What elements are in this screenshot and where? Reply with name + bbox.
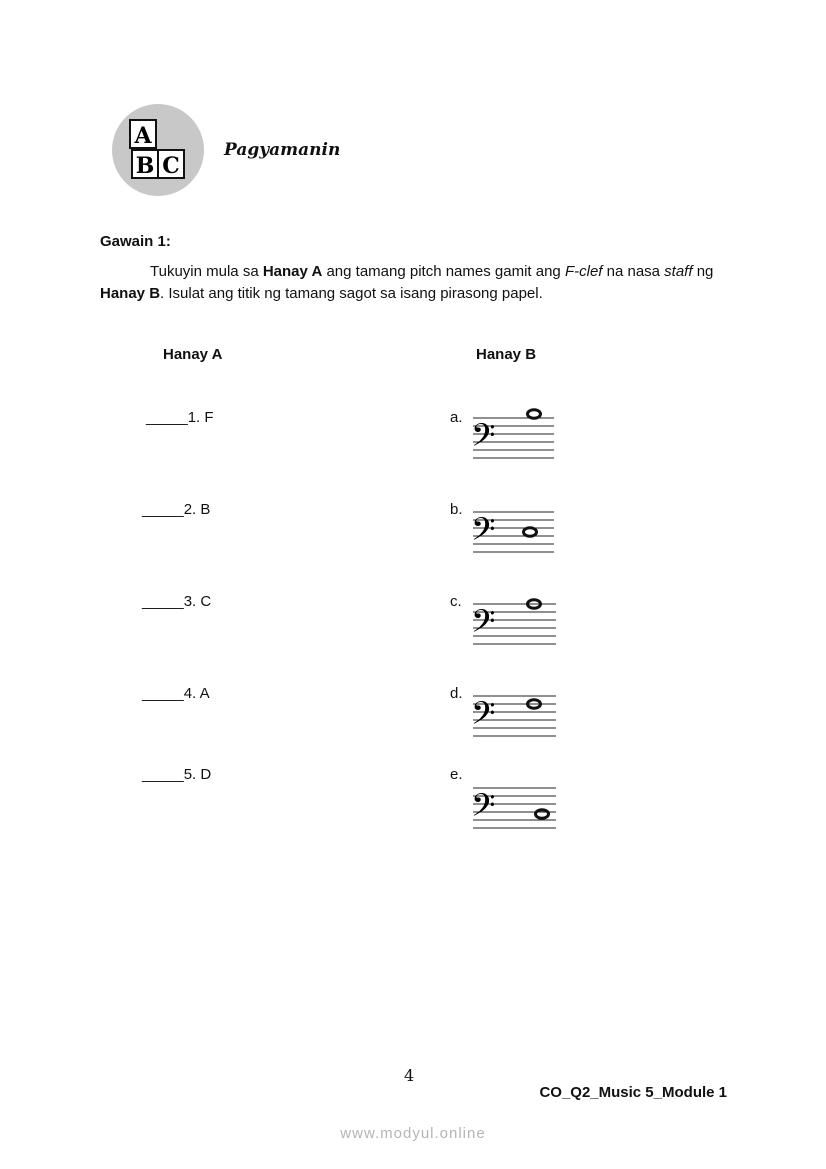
staff-option-a [470,402,560,462]
whole-note-icon [536,810,549,818]
module-code: CO_Q2_Music 5_Module 1 [539,1084,727,1101]
hanay-b-letter-a: a. [450,409,463,426]
bass-clef-icon: 𝄢 [471,787,496,831]
staff-option-d [470,680,560,740]
activity-title: Gawain 1: [100,233,171,250]
staff-option-c [470,588,560,648]
bass-clef-icon: 𝄢 [471,511,496,555]
page-number: 4 [404,1066,415,1085]
hanay-a-item-4: _____4. A [142,685,210,702]
bass-clef-icon: 𝄢 [471,603,496,647]
hanay-a-header: Hanay A [163,346,223,363]
hanay-b-letter-e: e. [450,766,463,783]
hanay-b-letter-b: b. [450,501,463,518]
hanay-b-header: Hanay B [476,346,537,363]
staff-option-b [470,496,560,556]
section-title: Pagyamanin [224,140,341,160]
block-letter-c: C [162,153,180,179]
block-letter-b: B [135,153,155,179]
block-letter-a: A [134,123,152,149]
whole-note-icon [528,410,541,418]
whole-note-icon [524,528,537,536]
hanay-a-item-1: _____1. F [146,409,214,426]
watermark: www.modyul.online [340,1125,486,1142]
hanay-a-item-5: _____5. D [142,766,212,783]
hanay-a-item-2: _____2. B [142,501,211,518]
abc-blocks-icon [112,104,204,196]
hanay-b-letter-d: d. [450,685,463,702]
bass-clef-icon: 𝄢 [471,695,496,739]
bass-clef-icon: 𝄢 [471,417,496,461]
staff-option-e [470,778,560,838]
instructions: Tukuyin mula sa Hanay A ang tamang pitch names gamit ang F-clef na nasa staff ng Hanay B. Isulat ang titik ng tamang sagot sa isang pirasong papel. [100,263,714,302]
hanay-b-letter-c: c. [450,593,462,610]
hanay-a-item-3: _____3. C [142,593,212,610]
